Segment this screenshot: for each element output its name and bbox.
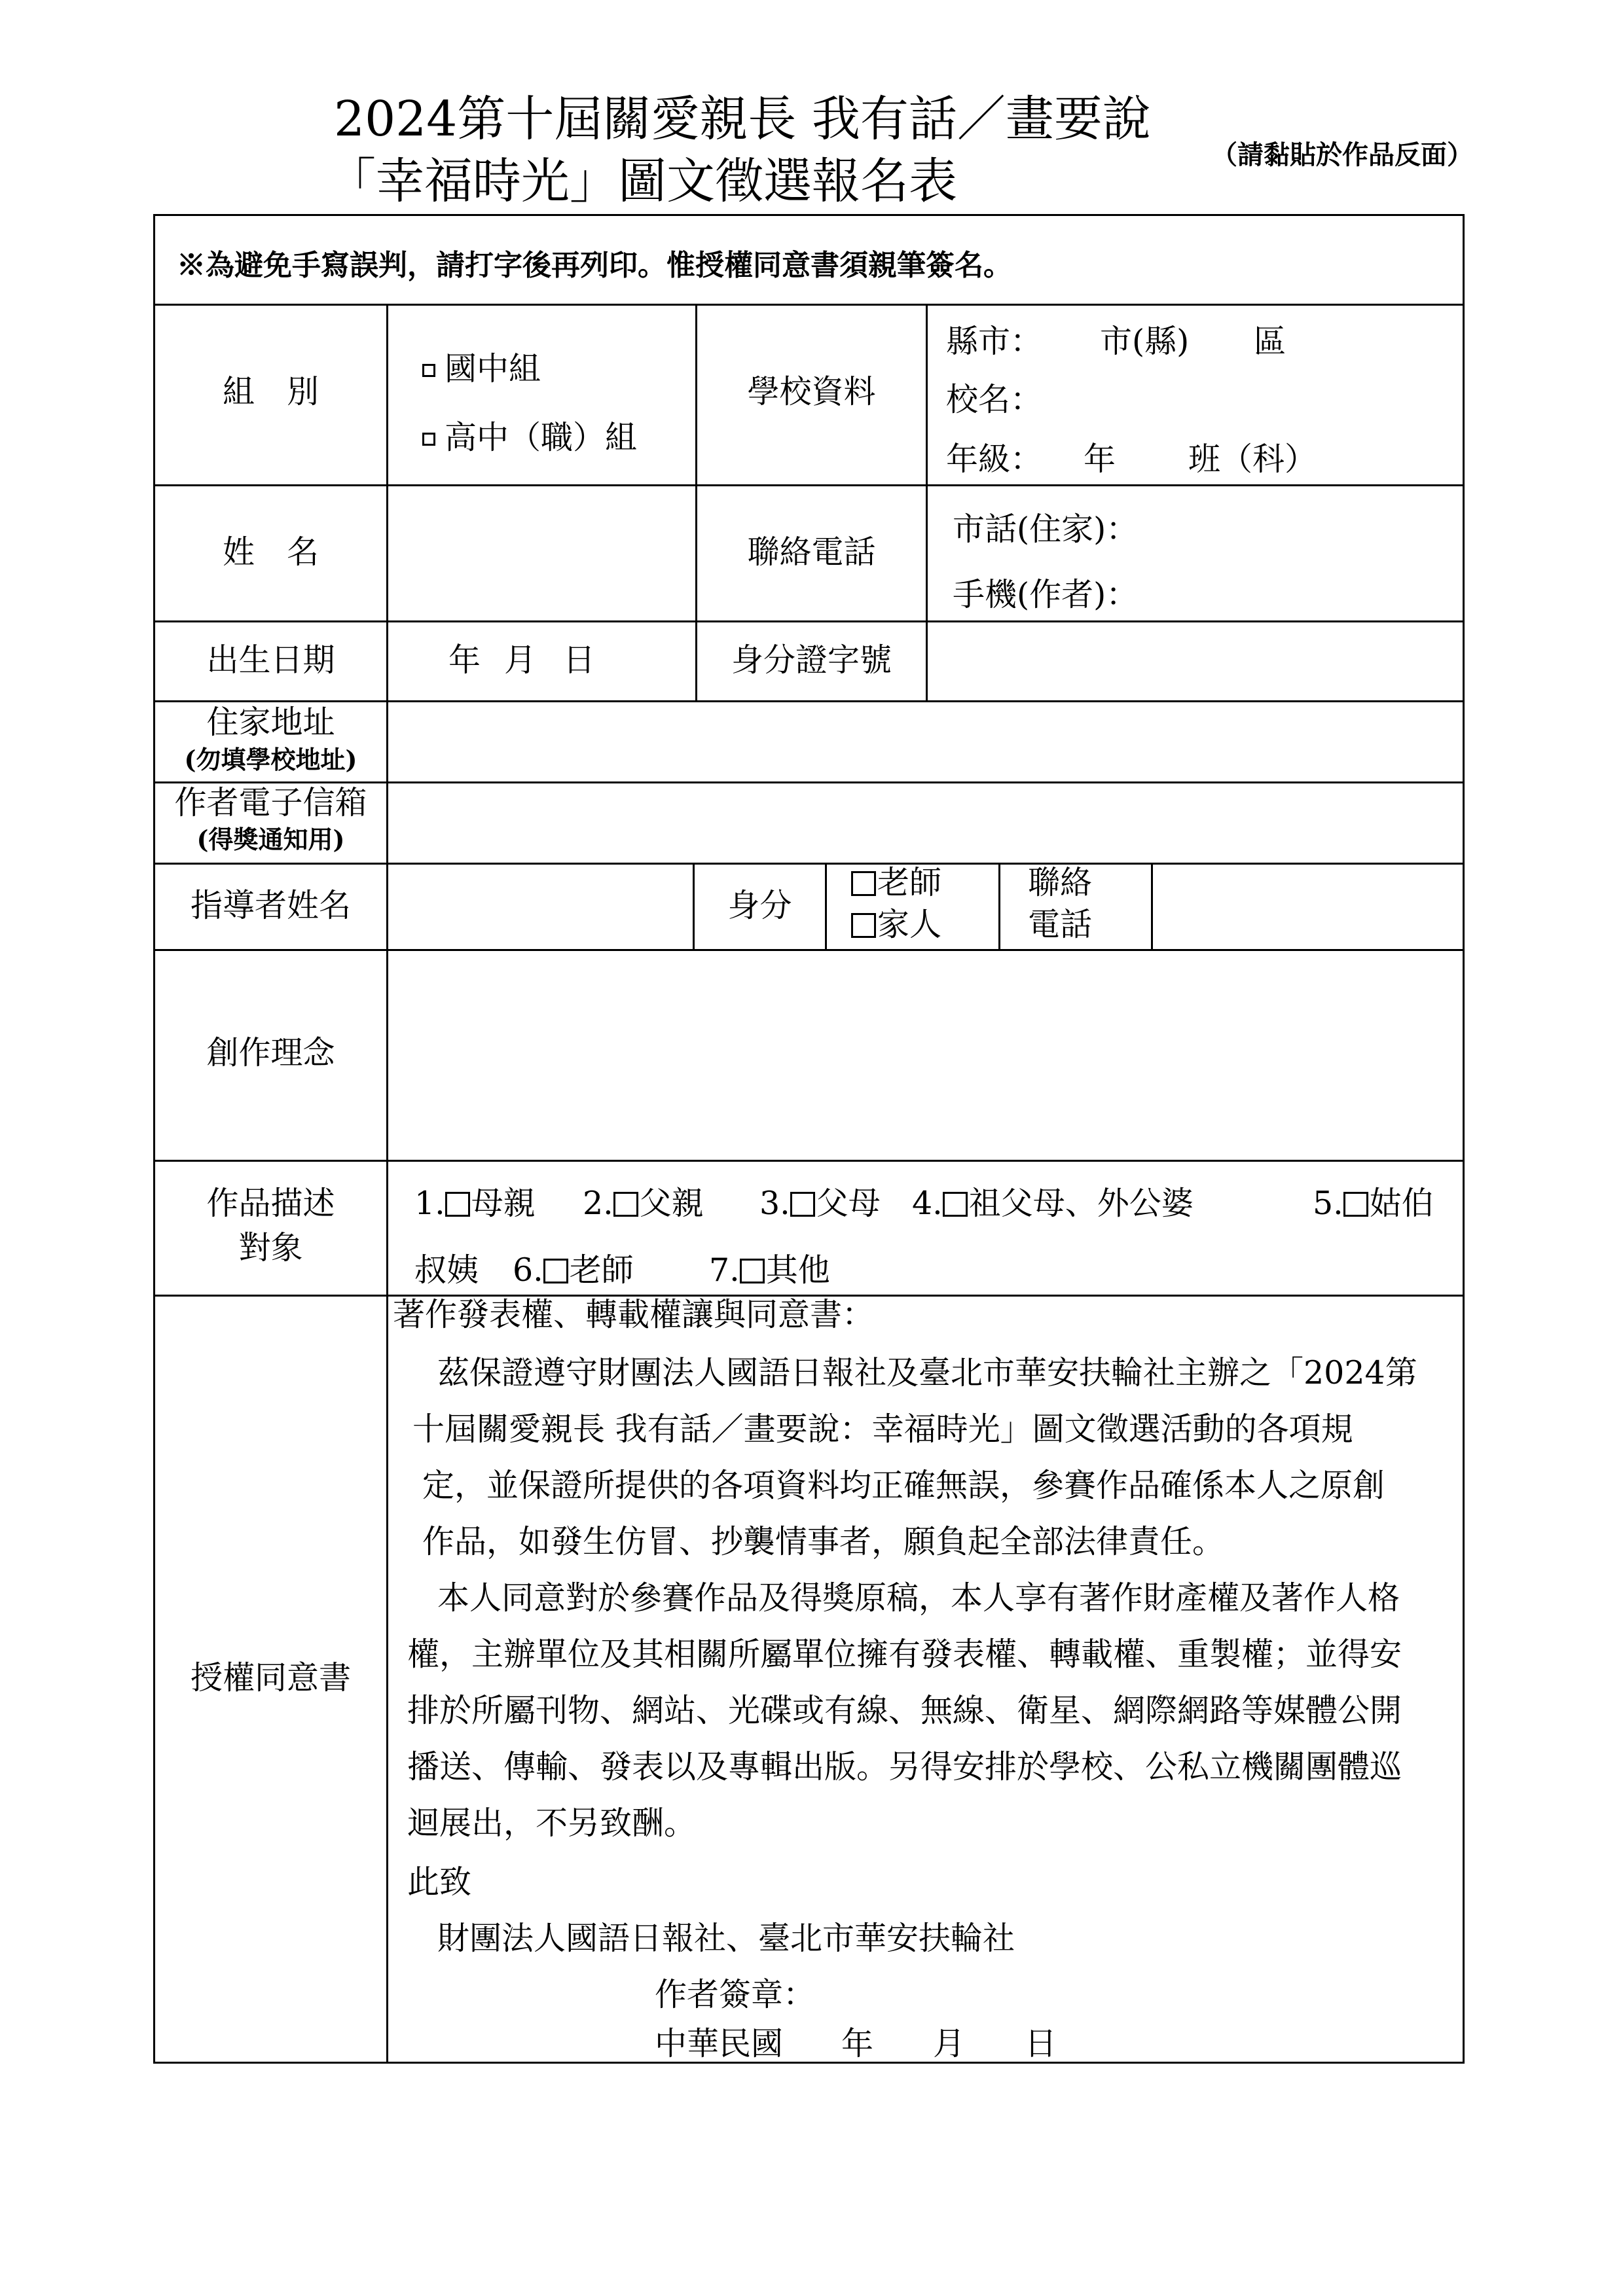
address-note: (勿填學校地址) — [184, 745, 357, 774]
email-label: 作者電子信箱 — [174, 784, 367, 821]
school-class: 班（科） — [1188, 440, 1317, 478]
column-divider — [1151, 863, 1153, 949]
school-year: 年 — [1084, 440, 1116, 478]
column-divider — [386, 304, 388, 2064]
advisor-contact-line2: 電話 — [1028, 906, 1093, 943]
row-divider — [153, 1160, 1465, 1162]
consent-line: 作品，如發生仿冒、抄襲情事者，願負起全部法律責任。 — [422, 1523, 1225, 1560]
row-divider — [153, 700, 1465, 702]
checkbox[interactable] — [740, 1259, 765, 1283]
checkbox[interactable] — [1343, 1192, 1368, 1217]
consent-line: 排於所屬刊物、網站、光碟或有線、無線、衛星、網際網路等媒體公開 — [407, 1692, 1402, 1729]
table-border-left — [153, 214, 155, 2064]
birth-year: 年 — [448, 641, 481, 679]
advisor-identity-teacher[interactable]: 老師 — [851, 864, 941, 903]
concept-label: 創作理念 — [206, 1034, 335, 1071]
notice-text: ※為避免手寫誤判，請打字後再列印。惟授權同意書須親筆簽名。 — [177, 249, 1012, 282]
consent-date-year: 年 — [841, 2025, 874, 2062]
row-divider — [153, 620, 1465, 622]
birth-label: 出生日期 — [206, 641, 335, 679]
group-option-senior[interactable]: 高中（職）組 — [422, 419, 637, 457]
birth-day: 日 — [563, 641, 596, 679]
checkbox[interactable] — [422, 433, 435, 446]
advisor-contact-line1: 聯絡 — [1028, 864, 1093, 901]
consent-closing: 此致 — [407, 1863, 472, 1901]
column-divider — [926, 304, 928, 701]
advisor-label: 指導者姓名 — [190, 887, 351, 924]
row-divider — [153, 863, 1465, 865]
checkbox[interactable] — [543, 1259, 568, 1283]
advisor-identity-family[interactable]: 家人 — [851, 906, 941, 944]
consent-date-prefix: 中華民國 — [655, 2025, 784, 2062]
consent-line: 本人同意對於參賽作品及得獎原稿，本人享有著作財產權及著作人格 — [437, 1579, 1400, 1617]
consent-line: 播送、傳輸、發表以及專輯出版。另得安排於學校、公私立機關團體巡 — [407, 1748, 1402, 1785]
subject-label-line1: 作品描述 — [206, 1185, 335, 1222]
form-title-line2: 「幸福時光」圖文徵選報名表 — [327, 153, 957, 209]
consent-recipients: 財團法人國語日報社、臺北市華安扶輪社 — [437, 1920, 1015, 1957]
table-border-top — [153, 214, 1465, 216]
subject-option-uncle-aunt[interactable]: 5. 姑伯 — [1313, 1185, 1434, 1222]
column-divider — [825, 863, 827, 949]
consent-line: 定，並保證所提供的各項資料均正確無誤，參賽作品確係本人之原創 — [422, 1467, 1385, 1504]
form-title-line1: 2024第十屆關愛親長 我有話／畫要說 — [334, 91, 1151, 147]
birth-month: 月 — [504, 641, 537, 679]
subject-row2-prefix: 叔姨 — [414, 1251, 479, 1289]
checkbox[interactable] — [851, 913, 876, 938]
table-border-right — [1463, 214, 1465, 2064]
consent-line: 茲保證遵守財團法人國語日報社及臺北市華安扶輪社主辦之「2024第 — [437, 1354, 1417, 1391]
school-city: 市(縣) — [1100, 323, 1190, 360]
school-name: 校名： — [946, 381, 1043, 418]
phone-label: 聯絡電話 — [747, 533, 876, 571]
consent-signature: 作者簽章： — [655, 1976, 816, 2013]
checkbox[interactable] — [851, 871, 876, 896]
consent-line: 十屆關愛親長 我有話／畫要說：幸福時光」圖文徵選活動的各項規 — [412, 1410, 1353, 1448]
email-note: (得獎通知用) — [196, 825, 345, 854]
row-divider — [153, 781, 1465, 783]
subject-option-other[interactable]: 7. 其他 — [709, 1251, 830, 1289]
consent-line: 權，主辦單位及其相關所屬單位擁有發表權、轉載權、重製權；並得安 — [407, 1636, 1402, 1673]
phone-home: 市話(住家)： — [953, 511, 1139, 548]
advisor-identity-label: 身分 — [727, 887, 792, 924]
consent-line: 迴展出，不另致酬。 — [407, 1804, 697, 1842]
student-name-label: 姓 名 — [222, 533, 319, 571]
school-county: 縣市： — [946, 323, 1043, 360]
subject-label-line2: 對象 — [238, 1229, 303, 1266]
group-option-junior[interactable]: 國中組 — [422, 350, 541, 389]
column-divider — [998, 863, 1000, 949]
consent-date-month: 月 — [933, 2025, 966, 2062]
consent-date-day: 日 — [1025, 2025, 1057, 2062]
paste-note: （請黏貼於作品反面） — [1211, 139, 1473, 170]
subject-option-father[interactable]: 2. 父親 — [583, 1185, 704, 1222]
school-district: 區 — [1254, 323, 1286, 360]
id-number-label: 身分證字號 — [731, 641, 892, 679]
checkbox[interactable] — [790, 1192, 815, 1217]
subject-option-grandparents[interactable]: 4. 祖父母、外公婆 — [912, 1185, 1194, 1222]
subject-option-mother[interactable]: 1. 母親 — [414, 1185, 536, 1222]
checkbox[interactable] — [422, 364, 435, 377]
table-border-bottom — [153, 2062, 1465, 2064]
group-label: 組 別 — [222, 373, 319, 410]
checkbox[interactable] — [943, 1192, 968, 1217]
consent-label: 授權同意書 — [190, 1659, 351, 1696]
checkbox[interactable] — [445, 1192, 470, 1217]
row-divider — [153, 484, 1465, 486]
consent-heading: 著作發表權、轉載權讓與同意書： — [393, 1296, 875, 1333]
school-grade: 年級： — [946, 440, 1043, 478]
checkbox[interactable] — [613, 1192, 638, 1217]
subject-option-teacher[interactable]: 6. 老師 — [513, 1251, 634, 1289]
school-label: 學校資料 — [747, 373, 876, 410]
subject-option-parents[interactable]: 3. 父母 — [759, 1185, 881, 1222]
phone-mobile: 手機(作者)： — [953, 576, 1139, 613]
row-divider — [153, 949, 1465, 951]
address-label: 住家地址 — [206, 704, 335, 741]
row-divider — [153, 304, 1465, 306]
